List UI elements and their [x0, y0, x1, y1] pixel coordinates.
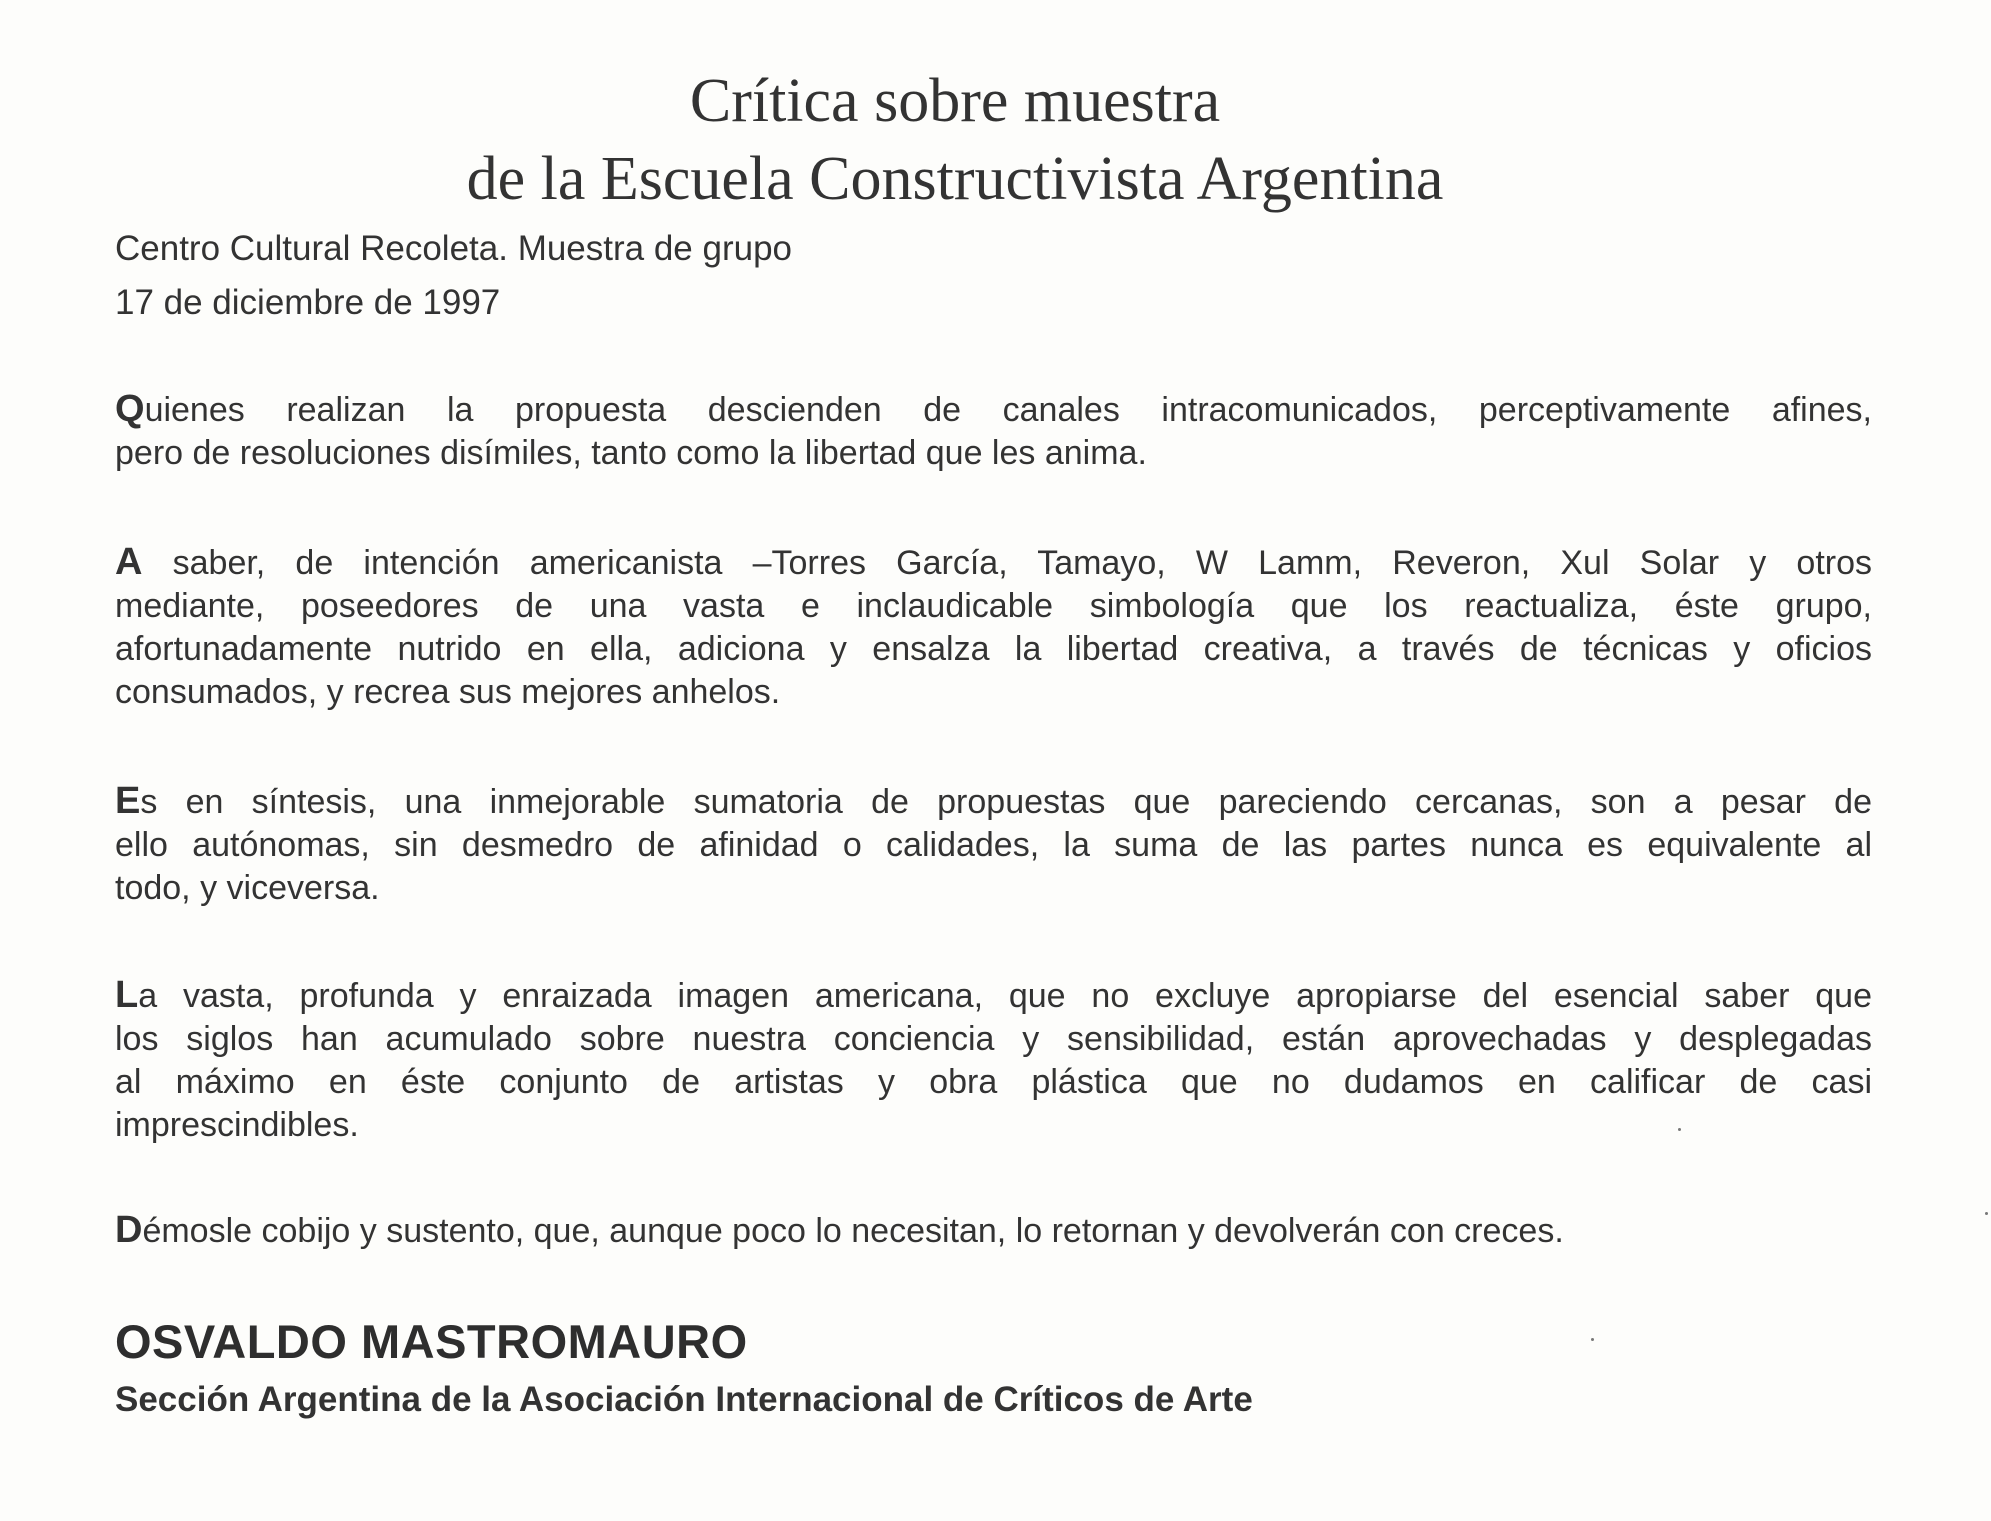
paragraph-3	[115, 780, 1872, 910]
drop-letter: E	[115, 780, 141, 822]
paragraph-text: uienes realizan la propuesta descienden de canales intracomunicados, perceptivamente afines,	[144, 391, 1872, 429]
author-affiliation: Sección Argentina de la Asociación Internacional de Críticos de Arte	[115, 1380, 1253, 1419]
paragraph-line: consumados, y recrea sus mejores anhelos.	[115, 673, 781, 711]
paragraph-line: al máximo en éste conjunto de artistas y obra plástica que no dudamos en calificar de casi	[115, 1063, 1872, 1101]
paragraph-line	[115, 780, 1872, 824]
title-line-1: Crítica sobre muestra	[689, 67, 1221, 135]
drop-letter: L	[115, 974, 139, 1016]
drop-letter: Q	[115, 388, 145, 430]
drop-letter: A	[115, 541, 143, 583]
paragraph-line	[115, 541, 1872, 585]
paragraph-line: afortunadamente nutrido en ella, adiciona y ensalza la libertad creativa, a través de técnicas y oficios	[115, 630, 1872, 668]
paragraph-line: todo, y viceversa.	[115, 869, 380, 907]
paragraph-line: imprescindibles.	[115, 1106, 359, 1144]
paragraph-line	[115, 974, 1872, 1018]
paragraph-text: a vasta, profunda y enraizada imagen americana, que no excluye apropiarse del esencial saber que	[138, 977, 1872, 1015]
author-name: OSVALDO MASTROMAURO	[115, 1315, 748, 1368]
scan-speck	[1985, 1212, 1988, 1215]
title-line-2: de la Escuela Constructivista Argentina	[466, 145, 1444, 213]
scan-speck	[1591, 1338, 1594, 1341]
date-line: 17 de diciembre de 1997	[115, 283, 501, 322]
paragraph-text: saber, de intención americanista –Torres García, Tamayo, W Lamm, Reveron, Xul Solar y otros	[142, 544, 1872, 582]
paragraph-2	[115, 541, 1872, 714]
paragraph-1	[115, 388, 1872, 475]
paragraph-line: pero de resoluciones disímiles, tanto como la libertad que les anima.	[115, 434, 1147, 472]
paragraph-text: émosle cobijo y sustento, que, aunque poco lo necesitan, lo retornan y devolverán con creces.	[142, 1212, 1564, 1250]
paragraph-5	[115, 1209, 1872, 1253]
paragraph-line	[115, 1209, 1872, 1253]
paragraph-line	[115, 388, 1872, 432]
drop-letter: D	[115, 1209, 143, 1251]
paragraph-line: ello autónomas, sin desmedro de afinidad o calidades, la suma de las partes nunca es equivalente al	[115, 826, 1872, 864]
venue-line: Centro Cultural Recoleta. Muestra de grupo	[115, 229, 793, 268]
scan-speck	[1678, 1128, 1681, 1131]
paragraph-line: mediante, poseedores de una vasta e inclaudicable simbología que los reactualiza, éste grupo,	[115, 587, 1872, 625]
paragraph-4	[115, 974, 1872, 1147]
paragraph-line: los siglos han acumulado sobre nuestra conciencia y sensibilidad, están aprovechadas y desplegadas	[115, 1020, 1872, 1058]
paragraph-text: s en síntesis, una inmejorable sumatoria de propuestas que pareciendo cercanas, son a pesar de	[140, 783, 1872, 821]
